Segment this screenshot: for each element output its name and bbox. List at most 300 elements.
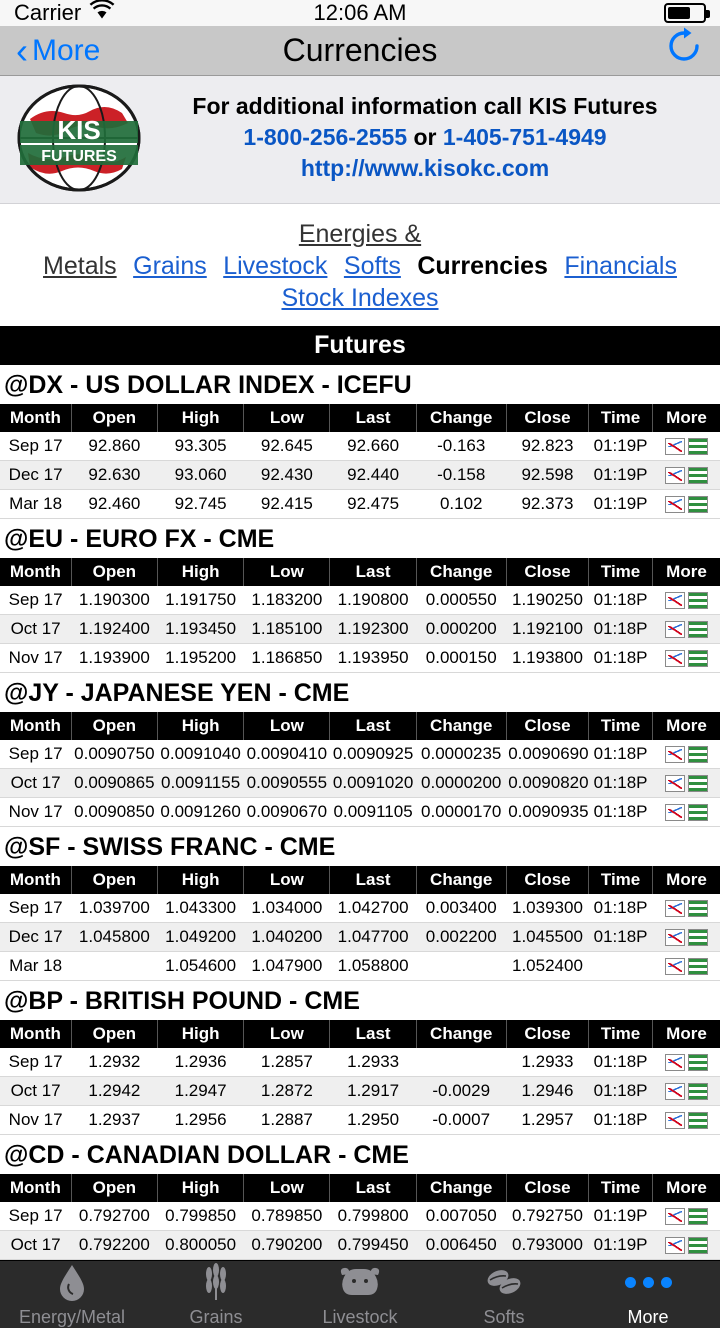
cow-icon [338, 1261, 382, 1303]
cell-month: Sep 17 [0, 1048, 71, 1077]
cell-change: -0.0029 [416, 1077, 506, 1106]
column-header-time: Time [589, 1174, 653, 1202]
chart-icon[interactable] [665, 592, 685, 609]
cell-time: 01:19P [589, 432, 653, 461]
contract-title: @JY - JAPANESE YEN - CME [4, 679, 350, 707]
cell-last: 92.440 [330, 461, 416, 490]
coffee-beans-icon [484, 1261, 524, 1303]
cell-high: 1.2936 [157, 1048, 243, 1077]
table-row[interactable] [0, 461, 720, 490]
chart-icon[interactable] [665, 496, 685, 513]
cell-low: 1.186850 [244, 644, 330, 673]
page-title: Currencies [282, 32, 438, 68]
cell-open: 92.860 [71, 432, 157, 461]
table-icon[interactable] [688, 1208, 708, 1225]
cell-more[interactable] [652, 432, 720, 461]
chart-icon[interactable] [665, 650, 685, 667]
cell-more[interactable] [652, 740, 720, 769]
cell-low: 0.0090555 [244, 769, 330, 798]
table-icon[interactable] [688, 929, 708, 946]
quotes-table [0, 712, 720, 827]
table-row[interactable] [0, 644, 720, 673]
table-icon[interactable] [688, 804, 708, 821]
cell-high: 0.0091260 [157, 798, 243, 827]
chart-icon[interactable] [665, 746, 685, 763]
cell-low: 0.790200 [244, 1231, 330, 1260]
column-header-last: Last [330, 558, 416, 586]
cell-last: 0.799800 [330, 1202, 416, 1231]
table-icon[interactable] [688, 467, 708, 484]
cell-last: 92.475 [330, 490, 416, 519]
cell-change: 0.0000235 [416, 740, 506, 769]
cell-more[interactable] [652, 615, 720, 644]
cell-more[interactable] [652, 798, 720, 827]
chart-icon[interactable] [665, 1112, 685, 1129]
banner-phones [144, 122, 706, 153]
status-bar [0, 0, 720, 26]
cell-last: 1.2933 [330, 1048, 416, 1077]
chart-icon[interactable] [665, 1237, 685, 1254]
column-header-open: Open [71, 1020, 157, 1048]
svg-text:FUTURES: FUTURES [41, 147, 117, 165]
back-button-label: More [32, 33, 101, 67]
category-link-grains[interactable]: Grains [133, 252, 207, 280]
category-row-3 [10, 282, 710, 314]
cell-month: Mar 18 [0, 952, 71, 981]
cell-high: 1.195200 [157, 644, 243, 673]
cell-close: 92.823 [506, 432, 588, 461]
battery-icon [664, 3, 706, 23]
cell-open: 1.190300 [71, 586, 157, 615]
cell-high: 1.191750 [157, 586, 243, 615]
table-icon[interactable] [688, 621, 708, 638]
category-link-stock-indexes[interactable]: Stock Indexes [281, 284, 439, 312]
cell-time: 01:18P [589, 740, 653, 769]
status-right [664, 3, 706, 23]
column-header-high: High [157, 1020, 243, 1048]
column-header-time: Time [589, 866, 653, 894]
tab-label-energy-metal: Energy/Metal [18, 1307, 126, 1327]
column-header-high: High [157, 404, 243, 432]
tab-softs[interactable] [432, 1261, 576, 1328]
cell-month: Sep 17 [0, 586, 71, 615]
column-header-last: Last [330, 1174, 416, 1202]
cell-more[interactable] [652, 644, 720, 673]
cell-month: Nov 17 [0, 644, 71, 673]
table-header-row [0, 712, 720, 740]
table-row[interactable] [0, 923, 720, 952]
column-header-more: More [652, 866, 720, 894]
column-header-open: Open [71, 866, 157, 894]
cell-change: -0.163 [416, 432, 506, 461]
column-header-close: Close [506, 712, 588, 740]
cell-low: 1.040200 [244, 923, 330, 952]
column-header-low: Low [244, 558, 330, 586]
cell-more[interactable] [652, 1231, 720, 1260]
cell-month: Nov 17 [0, 1106, 71, 1135]
column-header-low: Low [244, 1174, 330, 1202]
cell-low: 1.034000 [244, 894, 330, 923]
category-nav [0, 204, 720, 326]
tab-grains[interactable] [144, 1261, 288, 1328]
ellipsis-icon [625, 1261, 672, 1303]
cell-last: 1.190800 [330, 586, 416, 615]
table-icon[interactable] [688, 1112, 708, 1129]
quotes-table [0, 558, 720, 673]
cell-close: 0.0090935 [506, 798, 588, 827]
nav-bar [0, 26, 720, 76]
cell-more[interactable] [652, 586, 720, 615]
cell-change: 0.006450 [416, 1231, 506, 1260]
cell-low: 1.2857 [244, 1048, 330, 1077]
cell-time: 01:18P [589, 923, 653, 952]
cell-time [589, 952, 653, 981]
table-row[interactable] [0, 1048, 720, 1077]
cell-open: 1.192400 [71, 615, 157, 644]
column-header-last: Last [330, 1020, 416, 1048]
cell-time: 01:18P [589, 798, 653, 827]
cell-high: 1.054600 [157, 952, 243, 981]
cell-change: -0.0007 [416, 1106, 506, 1135]
column-header-last: Last [330, 712, 416, 740]
cell-high: 1.049200 [157, 923, 243, 952]
table-row[interactable] [0, 1077, 720, 1106]
column-header-more: More [652, 1174, 720, 1202]
column-header-last: Last [330, 866, 416, 894]
cell-open: 0.792200 [71, 1231, 157, 1260]
cell-close: 1.2946 [506, 1077, 588, 1106]
cell-open: 0.0090750 [71, 740, 157, 769]
table-header-row [0, 558, 720, 586]
cell-open: 0.792700 [71, 1202, 157, 1231]
cell-more[interactable] [652, 490, 720, 519]
cell-close: 0.792750 [506, 1202, 588, 1231]
futures-section-header: Futures [0, 326, 720, 365]
cell-high: 0.0091040 [157, 740, 243, 769]
column-header-month: Month [0, 866, 71, 894]
cell-month: Sep 17 [0, 894, 71, 923]
table-row[interactable] [0, 952, 720, 981]
cell-close: 1.192100 [506, 615, 588, 644]
table-row[interactable] [0, 586, 720, 615]
column-header-time: Time [589, 558, 653, 586]
column-header-more: More [652, 712, 720, 740]
cell-change: 0.003400 [416, 894, 506, 923]
table-header-row [0, 1174, 720, 1202]
column-header-high: High [157, 712, 243, 740]
cell-more[interactable] [652, 769, 720, 798]
cell-month: Nov 17 [0, 798, 71, 827]
chart-icon[interactable] [665, 1083, 685, 1100]
table-row[interactable] [0, 490, 720, 519]
column-header-time: Time [589, 1020, 653, 1048]
cell-high: 1.2947 [157, 1077, 243, 1106]
chart-icon[interactable] [665, 900, 685, 917]
table-icon[interactable] [688, 746, 708, 763]
table-icon[interactable] [688, 775, 708, 792]
column-header-change: Change [416, 1020, 506, 1048]
quotes-table [0, 866, 720, 981]
tab-bar [0, 1260, 720, 1328]
table-icon[interactable] [688, 592, 708, 609]
cell-last: 1.042700 [330, 894, 416, 923]
tab-label-more: More [627, 1307, 669, 1327]
chart-icon[interactable] [665, 804, 685, 821]
column-header-open: Open [71, 1174, 157, 1202]
column-header-low: Low [244, 404, 330, 432]
tab-energy-metal[interactable] [0, 1261, 144, 1328]
cell-change: 0.102 [416, 490, 506, 519]
contract-title: @DX - US DOLLAR INDEX - ICEFU [4, 371, 412, 399]
cell-low: 0.0090410 [244, 740, 330, 769]
cell-month: Oct 17 [0, 1231, 71, 1260]
table-row[interactable] [0, 432, 720, 461]
cell-high: 0.799850 [157, 1202, 243, 1231]
cell-low: 1.2887 [244, 1106, 330, 1135]
tab-label-grains: Grains [189, 1307, 243, 1327]
category-row-2 [10, 250, 710, 282]
cell-low: 1.047900 [244, 952, 330, 981]
chart-icon[interactable] [665, 1208, 685, 1225]
cell-high: 0.800050 [157, 1231, 243, 1260]
cell-month: Oct 17 [0, 615, 71, 644]
cell-close: 1.193800 [506, 644, 588, 673]
column-header-more: More [652, 1020, 720, 1048]
chart-icon[interactable] [665, 929, 685, 946]
column-header-high: High [157, 558, 243, 586]
column-header-month: Month [0, 1020, 71, 1048]
column-header-change: Change [416, 1174, 506, 1202]
column-header-month: Month [0, 712, 71, 740]
cell-open: 1.039700 [71, 894, 157, 923]
column-header-month: Month [0, 558, 71, 586]
category-link-metals[interactable]: Metals [43, 252, 117, 280]
table-row[interactable] [0, 769, 720, 798]
cell-last: 0.0091020 [330, 769, 416, 798]
cell-close: 1.190250 [506, 586, 588, 615]
oil-drop-icon [55, 1261, 89, 1303]
table-icon[interactable] [688, 1083, 708, 1100]
cell-low: 0.0090670 [244, 798, 330, 827]
cell-low: 1.185100 [244, 615, 330, 644]
cell-change: 0.002200 [416, 923, 506, 952]
cell-time: 01:19P [589, 1231, 653, 1260]
table-header-row [0, 1020, 720, 1048]
cell-more[interactable] [652, 461, 720, 490]
cell-high: 1.043300 [157, 894, 243, 923]
column-header-more: More [652, 558, 720, 586]
table-row[interactable] [0, 894, 720, 923]
chart-icon[interactable] [665, 775, 685, 792]
column-header-change: Change [416, 712, 506, 740]
tab-livestock[interactable] [288, 1261, 432, 1328]
table-row[interactable] [0, 615, 720, 644]
column-header-last: Last [330, 404, 416, 432]
cell-time: 01:18P [589, 1077, 653, 1106]
category-link-currencies[interactable]: Currencies [417, 252, 548, 280]
column-header-change: Change [416, 866, 506, 894]
contracts-container [0, 365, 720, 1260]
cell-more[interactable] [652, 894, 720, 923]
cell-change [416, 952, 506, 981]
quotes-table [0, 404, 720, 519]
contract-title: @EU - EURO FX - CME [4, 525, 275, 553]
cell-time: 01:18P [589, 644, 653, 673]
wheat-icon [199, 1261, 233, 1303]
chart-icon[interactable] [665, 958, 685, 975]
cell-month: Sep 17 [0, 432, 71, 461]
category-link-energies[interactable]: Energies & [298, 220, 422, 248]
cell-low: 1.183200 [244, 586, 330, 615]
cell-last: 0.0091105 [330, 798, 416, 827]
quotes-scroll-area[interactable] [0, 326, 720, 1260]
chevron-left-icon: ‹ [16, 29, 28, 71]
cell-open [71, 952, 157, 981]
kis-futures-logo [14, 82, 144, 194]
cell-last: 92.660 [330, 432, 416, 461]
table-row[interactable] [0, 798, 720, 827]
column-header-time: Time [589, 712, 653, 740]
cell-month: Sep 17 [0, 1202, 71, 1231]
table-icon[interactable] [688, 438, 708, 455]
column-header-more: More [652, 404, 720, 432]
cell-low: 1.2872 [244, 1077, 330, 1106]
cell-close: 92.373 [506, 490, 588, 519]
column-header-low: Low [244, 866, 330, 894]
category-link-softs[interactable]: Softs [343, 252, 401, 280]
cell-time: 01:18P [589, 769, 653, 798]
cell-close: 0.793000 [506, 1231, 588, 1260]
cell-last: 0.799450 [330, 1231, 416, 1260]
chart-icon[interactable] [665, 621, 685, 638]
category-link-financials[interactable]: Financials [564, 252, 677, 280]
cell-low: 92.430 [244, 461, 330, 490]
phone-number-2[interactable]: 1-405-751-4949 [442, 123, 607, 150]
table-icon[interactable] [688, 1237, 708, 1254]
cell-high: 0.0091155 [157, 769, 243, 798]
tab-label-softs: Softs [483, 1307, 525, 1327]
cell-open: 1.2942 [71, 1077, 157, 1106]
contract-title: @CD - CANADIAN DOLLAR - CME [4, 1141, 409, 1169]
cell-close: 1.039300 [506, 894, 588, 923]
carrier-label: Carrier [14, 0, 82, 25]
cell-open: 1.2932 [71, 1048, 157, 1077]
cell-change: 0.0000170 [416, 798, 506, 827]
cell-close: 1.052400 [506, 952, 588, 981]
tab-more[interactable] [576, 1261, 720, 1328]
cell-high: 93.305 [157, 432, 243, 461]
column-header-high: High [157, 866, 243, 894]
column-header-month: Month [0, 404, 71, 432]
cell-time: 01:18P [589, 1106, 653, 1135]
info-banner [0, 76, 720, 204]
cell-month: Oct 17 [0, 769, 71, 798]
cell-close: 0.0090690 [506, 740, 588, 769]
cell-last: 1.047700 [330, 923, 416, 952]
refresh-icon[interactable] [664, 26, 704, 75]
cell-open: 1.193900 [71, 644, 157, 673]
cell-open: 0.0090850 [71, 798, 157, 827]
chart-icon[interactable] [665, 438, 685, 455]
cell-open: 0.0090865 [71, 769, 157, 798]
cell-change: -0.158 [416, 461, 506, 490]
cell-last: 1.2917 [330, 1077, 416, 1106]
banner-text [144, 91, 706, 184]
cell-change [416, 1048, 506, 1077]
column-header-open: Open [71, 558, 157, 586]
cell-more[interactable] [652, 1106, 720, 1135]
cell-more[interactable] [652, 923, 720, 952]
cell-month: Dec 17 [0, 923, 71, 952]
table-row[interactable] [0, 1231, 720, 1260]
cell-more[interactable] [652, 1077, 720, 1106]
cell-last: 1.193950 [330, 644, 416, 673]
cell-close: 0.0090820 [506, 769, 588, 798]
cell-more[interactable] [652, 1202, 720, 1231]
table-row[interactable] [0, 1106, 720, 1135]
cell-last: 0.0090925 [330, 740, 416, 769]
cell-month: Dec 17 [0, 461, 71, 490]
table-icon[interactable] [688, 1054, 708, 1071]
cell-time: 01:18P [589, 615, 653, 644]
cell-month: Sep 17 [0, 740, 71, 769]
cell-last: 1.2950 [330, 1106, 416, 1135]
table-header-row [0, 404, 720, 432]
cell-close: 1.2957 [506, 1106, 588, 1135]
cell-close: 1.2933 [506, 1048, 588, 1077]
cell-time: 01:18P [589, 586, 653, 615]
cell-time: 01:19P [589, 461, 653, 490]
chart-icon[interactable] [665, 1054, 685, 1071]
table-icon[interactable] [688, 650, 708, 667]
column-header-change: Change [416, 558, 506, 586]
column-header-low: Low [244, 1020, 330, 1048]
cell-low: 92.645 [244, 432, 330, 461]
category-row-1 [10, 218, 710, 250]
cell-open: 92.460 [71, 490, 157, 519]
table-row[interactable] [0, 1202, 720, 1231]
quotes-table [0, 1020, 720, 1135]
table-icon[interactable] [688, 900, 708, 917]
column-header-close: Close [506, 866, 588, 894]
cell-last: 1.058800 [330, 952, 416, 981]
column-header-high: High [157, 1174, 243, 1202]
table-icon[interactable] [688, 958, 708, 975]
table-icon[interactable] [688, 496, 708, 513]
cell-more[interactable] [652, 1048, 720, 1077]
cell-high: 1.2956 [157, 1106, 243, 1135]
phone-number-1[interactable]: 1-800-256-2555 [243, 123, 408, 150]
cell-low: 92.415 [244, 490, 330, 519]
column-header-open: Open [71, 712, 157, 740]
cell-high: 1.193450 [157, 615, 243, 644]
cell-open: 1.2937 [71, 1106, 157, 1135]
column-header-month: Month [0, 1174, 71, 1202]
cell-last: 1.192300 [330, 615, 416, 644]
phone-separator: or [407, 123, 443, 150]
category-link-livestock[interactable]: Livestock [223, 252, 328, 280]
cell-open: 1.045800 [71, 923, 157, 952]
table-row[interactable] [0, 740, 720, 769]
cell-close: 1.045500 [506, 923, 588, 952]
table-header-row [0, 866, 720, 894]
cell-time: 01:19P [589, 1202, 653, 1231]
svg-text:KIS: KIS [57, 114, 101, 145]
website-link[interactable]: http://www.kisokc.com [300, 155, 550, 182]
cell-more[interactable] [652, 952, 720, 981]
contract-title: @BP - BRITISH POUND - CME [4, 987, 360, 1015]
chart-icon[interactable] [665, 467, 685, 484]
